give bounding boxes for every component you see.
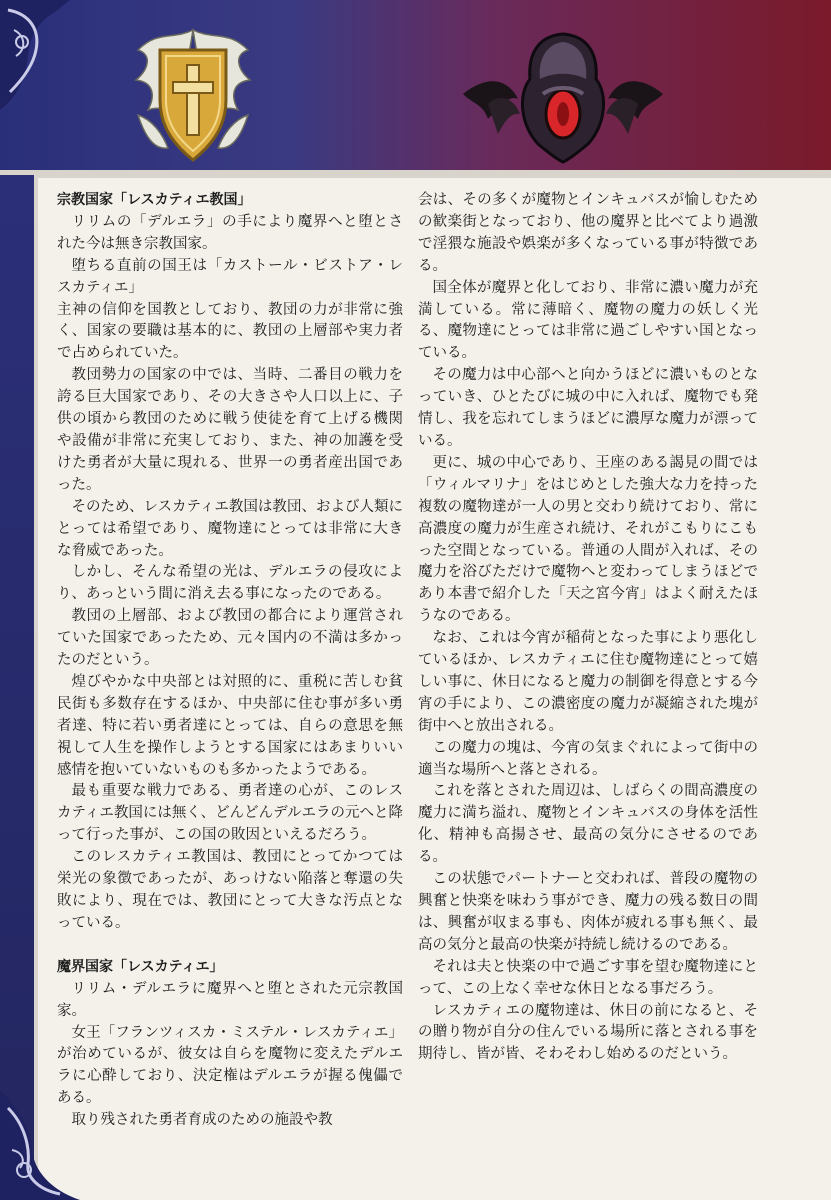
paragraph: 国全体が魔界と化しており、非常に濃い魔力が充満している。常に薄暗く、魔物の魔力の妖しく光る、魔物達にとっては非常に過ごしやすい国となっている。 (418, 279, 758, 362)
paragraph: 主神の信仰を国教としており、教団の力が非常に強く、国家の要職は基本的に、教団の上層部や実力者で占められていた。 (57, 301, 403, 362)
ornamental-corner-icon (0, 0, 70, 110)
paragraph: リリム・デルエラに魔界へと堕とされた元宗教国家。 (57, 980, 403, 1019)
section-gap (57, 935, 403, 957)
section-heading-demon-realm-state: 魔界国家「レスカティエ」 (57, 958, 224, 975)
paragraph: この状態でパートナーと交われば、普段の魔物の興奮と快楽を味わう事ができ、魔力の残る数日の間は、興奮が収まる事も、肉体が疲れる事も無く、最高の気分と最高の快楽が持続し続けるのである。 (418, 871, 758, 953)
paragraph: レスカティエの魔物達は、休日の前になると、その贈り物が自分の住んでいる場所に落とされる事を期待し、皆が皆、そわそわし始めるのだという。 (418, 1002, 758, 1063)
paragraph: リリムの「デルエラ」の手により魔界へと堕とされた今は無き宗教国家。 (57, 213, 403, 252)
paragraph: このレスカティエ教国は、教団にとってかつては栄光の象徴であったが、あっけない陥落と奪還の失敗により、現在では、教団にとって大きな汚点となっている。 (57, 849, 403, 931)
left-text-column (57, 190, 403, 1132)
paragraph: それは夫と快楽の中で過ごす事を望む魔物達にとって、この上なく幸せな休日となる事だろう。 (418, 958, 758, 997)
paragraph: 最も重要な戦力である、勇者達の心が、このレスカティエ教国には無く、どんどんデルエラの元へと降って行った事が、この国の敗因といえるだろう。 (57, 783, 403, 844)
paragraph: 更に、城の中心であり、王座のある謁見の間では「ウィルマリナ」をはじめとした強大な力を持った複数の魔物達が一人の男と交わり続けており、常に高濃度の魔力が生産され続け、それがこもりにこもった空間となっている。普通の人間が入れば、その魔力を浴びただけで魔物へと変わってしまうほどであり本書で紹介した「天之宮今宵」はよく耐えたほうなのである。 (418, 454, 758, 625)
left-border-edge (34, 175, 38, 1200)
paragraph: 堕ちる直前の国王は「カストール・ビストア・レスカティエ」 (57, 257, 403, 296)
paragraph: しかし、そんな希望の光は、デルエラの侵攻により、あっという間に消え去る事になったのである。 (57, 564, 403, 603)
holy-cross-shield-icon (118, 20, 268, 170)
paragraph: これを落とされた周辺は、しばらくの間高濃度の魔力に満ち溢れ、魔物とインキュバスの身体を活性化、精神も高揚させ、最高の気分にさせるのである。 (418, 783, 758, 866)
header-divider (0, 170, 831, 178)
paragraph: 女王「フランツィスカ・ミステル・レスカティエ」が治めているが、彼女は自らを魔物に変えたデルエラに心酔しており、決定権はデルエラが握る傀儡である。 (57, 1024, 403, 1107)
paragraph: 教団の上層部、および教団の都合により運営されていた国家であったため、元々国内の不満は多かったのだという。 (57, 608, 403, 669)
paragraph: その魔力は中心部へと向かうほどに濃いものとなっていき、ひとたびに城の中に入れば、魔物でも発情し、我を忘れてしまうほどに濃厚な魔力が漂っている。 (418, 367, 758, 449)
demon-eye-shield-icon (458, 24, 668, 164)
paragraph: そのため、レスカティエ教国は教団、および人類にとっては希望であり、魔物達にとっては非常に大きな脅威であった。 (57, 498, 403, 559)
paragraph: この魔力の塊は、今宵の気まぐれによって街中の適当な場所へと落とされる。 (418, 739, 758, 778)
paragraph: なお、これは今宵が稲荷となった事により悪化しているほか、レスカティエに住む魔物達にとって嬉しい事に、休日になると魔力の制御を得意とする今宵の手により、この濃密度の魔力が凝縮された塊が街中へと放出される。 (418, 630, 758, 734)
right-text-column (418, 190, 758, 1066)
left-border-band (0, 175, 34, 1200)
section-heading-religious-state: 宗教国家「レスカティエ教国」 (57, 192, 252, 208)
paragraph: 教団勢力の国家の中では、当時、二番目の戦力を誇る巨大国家であり、その大きさや人口以上に、子供の頃から教団のために戦う使徒を育て上げる機関や設備が非常に充実しており、また、神の加護を受けた勇者が大量に現れる、世界一の勇者産出国であった。 (57, 367, 403, 493)
paragraph-continuation: 会は、その多くが魔物とインキュバスが愉しむための歓楽街となっており、他の魔界と比べてより過激で淫猥な施設や娯楽が多くなっている事が特徴である。 (418, 192, 758, 274)
paragraph: 取り残された勇者育成のための施設や教 (71, 1112, 333, 1129)
paragraph: 煌びやかな中央部とは対照的に、重税に苦しむ貧民街も多数存在するほか、中央部に住む事が多い勇者達、特に若い勇者達にとっては、自らの意思を無視して人生を操作しようとする国家にはあまりいい感情を抱いていないものも多かったようである。 (57, 673, 403, 778)
